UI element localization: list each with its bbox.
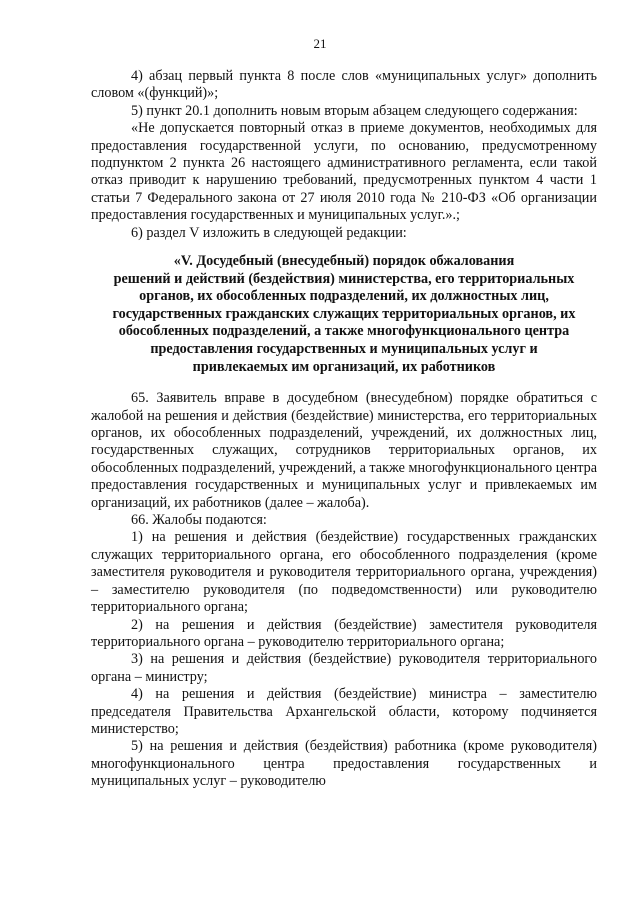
paragraph-item-66: 66. Жалобы подаются:: [131, 512, 267, 529]
section-heading-line: предоставления государственных и муниципальных услуг и: [150, 341, 538, 358]
paragraph-subitem-1: 1) на решения и действия (бездействие) государственных гражданских служащих территориального органа, его обособленного подразделения (кроме заместителя руководителя и руководителя территориального органа, учреждения) – заместителю руководителя (по подведомственности) или руководителю территориального органа;: [91, 529, 597, 616]
section-heading-line: привлекаемых им организаций, их работников: [192, 358, 496, 375]
section-heading-line: решений и действий (бездействия) министерства, его территориальных: [113, 270, 575, 287]
paragraph-amendment-4: 4) абзац первый пункта 8 после слов «муниципальных услуг» дополнить словом «(функций)»;: [91, 68, 597, 102]
paragraph-amendment-5: 5) пункт 20.1 дополнить новым вторым абзацем следующего содержания:: [131, 102, 578, 119]
page-number: 21: [313, 36, 327, 51]
section-heading: [91, 253, 597, 376]
paragraph-subitem-2: 2) на решения и действия (бездействие) заместителя руководителя территориального органа – руководителю территориального органа;: [91, 616, 597, 650]
section-heading-line: обособленных подразделений, а также многофункционального центра: [118, 323, 570, 340]
paragraph-subitem-4: 4) на решения и действия (бездействие) министра – заместителю председателя Правительства Архангельской области, которому подчиняется министерство;: [91, 686, 597, 737]
section-heading-line: органов, их обособленных подразделений, их должностных лиц,: [139, 288, 549, 305]
paragraph-quoted-text: «Не допускается повторный отказ в приеме документов, необходимых для предоставления государственной услуги, по основанию, предусмотренному подпунктом 2 пункта 26 настоящего административного регламента, если такой отказ приводит к нарушению требований, предусмотренных пунктом 4 части 1 статьи 7 Федерального закона от 27 июля 2010 года № 210-ФЗ «Об организации предоставления государственных и муниципальных услуг.».;: [91, 120, 597, 224]
paragraph-subitem-5: 5) на решения и действия (бездействия) работника (кроме руководителя) многофункционального центра предоставления государственных и муниципальных услуг – руководителю: [91, 738, 597, 790]
paragraph-subitem-3: 3) на решения и действия (бездействие) руководителя территориального органа – министру;: [91, 651, 597, 685]
section-heading-line: «V. Досудебный (внесудебный) порядок обжалования: [173, 253, 515, 270]
document-body: [91, 68, 597, 791]
paragraph-amendment-6: 6) раздел V изложить в следующей редакции:: [131, 224, 407, 241]
paragraph-item-65: 65. Заявитель вправе в досудебном (внесудебном) порядке обратиться с жалобой на решения и действия (бездействие) министерства, его территориальных органов, их обособленных подразделений, учреждений, их должностных лиц, государственных служащих, сотрудников территориальных органов, их обособленных подразделений, учреждений, а также многофункционального центра предоставления государственных и муниципальных услуг и привлекаемых им организаций, их работников (далее – жалоба).: [91, 390, 597, 511]
section-heading-line: государственных гражданских служащих территориальных органов, их: [112, 305, 576, 322]
